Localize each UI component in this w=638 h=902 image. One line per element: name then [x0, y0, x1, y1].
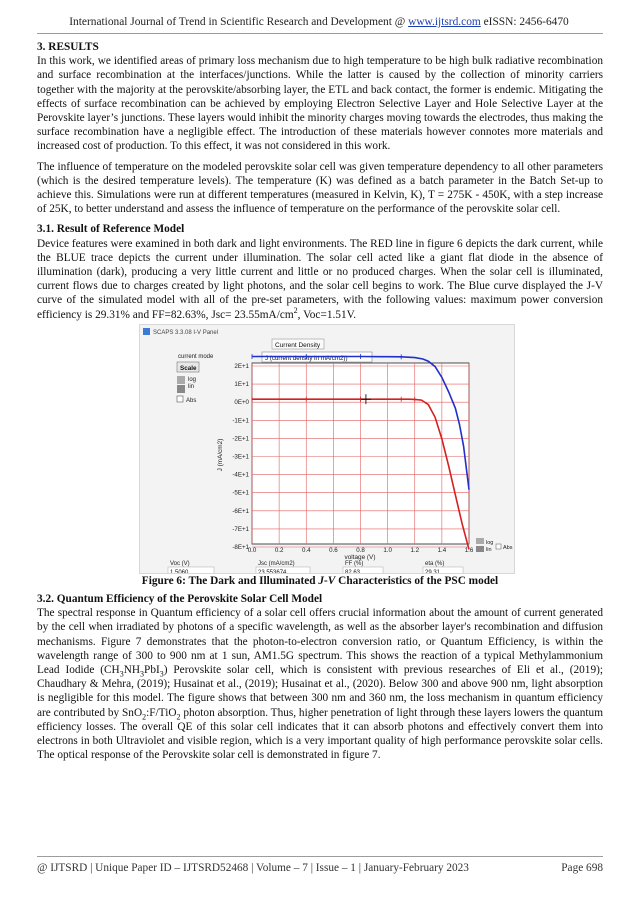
abs-checkbox[interactable]	[177, 396, 183, 402]
panel-title: SCAPS 3.3.08 I-V Panel	[153, 329, 219, 336]
x-tick-label: 1.6	[464, 546, 474, 554]
x-tick-label: 1.2	[410, 546, 420, 554]
figure-caption	[37, 574, 603, 588]
paragraph: In this work, we identified areas of primary loss mechanism due to high temperature to be high bulk radiative recombination and surface recombination at the interfaces/junctions. While the latter is caused by the collection of minority carriers together with the majority at the perovskite/absorbing layer, the ETL and back contact, the former is endemic. Mitigating the effects of surface recombination can be achieved by employing Electron Selective Layer and Hole Selective Layer at the Perovskite layer’s junctions. These layers would inhibit the minority charges moving towards the electrodes, thus making the surface recombination have a negligible effect. The introduction of these materials however connotes more materials and increased cost of production. To this effect, it was not considered in this work.	[37, 55, 603, 153]
footer-info: @ IJTSRD | Unique Paper ID – IJTSRD52468 | Volume – 7 | Issue – 1 | January-February 2023	[37, 862, 469, 874]
subscript: 3	[119, 669, 124, 679]
result-label: Jsc (mA/cm2)	[258, 560, 295, 567]
section-heading-results: 3. RESULTS	[37, 41, 99, 53]
section-heading-reference-model: 3.1. Result of Reference Model	[37, 223, 185, 236]
header-text: International Journal of Trend in Scientific Research and Development @	[69, 16, 409, 28]
paragraph-text: :F/TiO	[146, 706, 177, 719]
paragraph: The influence of temperature on the modeled perovskite solar cell was given temperature dependency to all other parameters (which is the desired temperature levels). The temperature (K) was defined as a batch parameter in the Batch Set-up to achieve this. Simulations were run at different temperatures (measured in Kelvin, K), T = 275K - 450K, with a step increase of 25K, to better understand and assess the influence of temperature on the performance of the perovskite solar cell.	[37, 160, 603, 216]
article-body	[37, 40, 603, 763]
result-label: eta (%)	[425, 560, 445, 567]
x-tick-label: 0.2	[274, 546, 284, 554]
x-tick-label: 1.0	[383, 546, 392, 554]
log-lin-toggle-2[interactable]	[476, 546, 484, 552]
footer-rule	[37, 856, 603, 857]
paragraph-text: The spectral response in Quantum efficiency of a solar cell offers crucial information about the amount of current generated by the cell when irradiated by photons of a specific wavelength, as well as the absorber layer's recombination and diffusion mechanisms. Figure 7 demonstrates that the photon-to-electron conversion ratio, or Quantum Efficiency, is within the wavelength range of 300 to 900 nm at 1 sun, AM1.5G spectrum. This shows the reaction of a typical Methylammonium Lead Iodide (CH	[37, 607, 603, 677]
x-tick-label: 0.6	[329, 546, 338, 554]
paragraph-text: photon absorption. Thus, higher penetration of light through these layers lowers the quantum efficiency losses. The overall QE of this solar cell indicates that it can absorb photons and effectively convert them into electrons in both Ultraviolet and visible region, which is a very important quality of high performance perovskite solar cells. The optical response of the Perovskite solar cell is demonstrated in figure 7.	[37, 706, 603, 762]
journal-link[interactable]: www.ijtsrd.com	[408, 16, 481, 28]
x-tick-label: 0.8	[356, 546, 365, 554]
running-header	[0, 16, 638, 28]
y-tick-label: -3E+1	[232, 453, 249, 461]
subscript: 2	[142, 711, 147, 721]
log2-label: log	[486, 539, 494, 546]
result-label: Voc (V)	[170, 560, 190, 567]
iv-panel-svg	[140, 325, 514, 573]
paragraph	[37, 606, 603, 762]
subscript: 3	[140, 669, 145, 679]
caption-text: Characteristics of the PSC model	[335, 574, 499, 587]
y-tick-label: 0E+0	[234, 399, 249, 407]
paragraph-text: NH	[123, 664, 141, 677]
paragraph-text: , Voc=1.51V.	[297, 308, 357, 321]
current-mode-label: current mode	[178, 353, 214, 360]
log-lin-toggle-2[interactable]	[476, 538, 484, 544]
y-tick-label: -4E+1	[232, 471, 249, 479]
abs-label: Abs	[186, 397, 197, 404]
lin-label: lin	[188, 383, 195, 390]
lin2-label: lin	[486, 546, 492, 553]
x-tick-label: 1.4	[437, 546, 447, 554]
caption-emphasis: J-V	[318, 574, 336, 587]
window-icon	[143, 328, 150, 335]
section-heading-quantum-efficiency: 3.2. Quantum Efficiency of the Perovskite Solar Cell Model	[37, 593, 323, 606]
caption-text: Figure 6: The Dark and Illuminated	[141, 574, 319, 587]
figure-6	[37, 324, 603, 574]
page-footer	[37, 862, 603, 874]
result-value: 82.63	[345, 569, 361, 573]
tab-label: Current Density	[275, 341, 321, 349]
y-tick-label: -8E+1	[232, 543, 249, 551]
dropdown-value: J (current density in mA/cm2))	[265, 354, 348, 362]
log-label: log	[188, 376, 197, 383]
result-label: FF (%)	[345, 560, 364, 567]
page-number: Page 698	[561, 862, 603, 874]
y-tick-label: -2E+1	[232, 435, 249, 443]
log-lin-toggle[interactable]	[177, 385, 185, 393]
y-tick-label: -1E+1	[232, 417, 249, 425]
header-rule	[37, 33, 603, 34]
y-tick-label: -7E+1	[232, 525, 249, 533]
abs2-label: Abs	[503, 544, 513, 551]
superscript: 2	[293, 305, 298, 315]
result-value: 1.5060	[170, 569, 189, 573]
y-tick-label: -6E+1	[232, 507, 249, 515]
x-axis-label: voltage (V)	[344, 553, 376, 561]
y-tick-label: -5E+1	[232, 489, 249, 497]
scaps-iv-panel	[139, 324, 515, 574]
paragraph-text: Device features were examined in both dark and light environments. The RED line in figure 6 depicts the dark current, while the BLUE trace depicts the current under illumination. The solar cell acted like a giant flat diode in the absence of illumination (dark), producing a very little current and little or no produced charges. When the solar cell is illuminated, current flows due to charges created by light photons, and the solar cell begins to work. The Blue curve displayed the J-V curve of the simulated model with all of the pre-set parameters, with the following values: maximum power conversion efficiency is 29.31% and FF=82.63%, Jsc= 23.55mA/cm	[37, 237, 603, 321]
scale-button-label: Scale	[180, 364, 197, 372]
x-tick-labels	[248, 547, 474, 554]
result-value: 29.31	[425, 569, 441, 573]
subscript: 3	[159, 669, 164, 679]
log-lin-toggle[interactable]	[177, 376, 185, 384]
subscript: 2	[176, 711, 181, 721]
x-tick-label: 0.0	[247, 546, 257, 554]
y-tick-label: 1E+1	[234, 380, 249, 388]
result-value: 23.553674	[258, 569, 287, 573]
paragraph-text: ) Perovskite solar cell, which is consistent with previous researches of Eli et al., (2019); Chaudhary & Mehra, (2019); Husainat et al., (2019); Husainat et al., (2020). Below 300 and above 900 nm, light absorption is negligible for this model. The figure shows that between 300 nm and 360 nm, the loss mechanism in quantum efficiency are contributed by SnO	[37, 664, 604, 719]
paragraph-text: PbI	[144, 664, 160, 677]
x-tick-label: 0.4	[301, 546, 311, 554]
header-issn: eISSN: 2456-6470	[480, 16, 569, 28]
abs-checkbox-2[interactable]	[496, 544, 501, 549]
y-tick-label: 2E+1	[234, 362, 249, 370]
paragraph	[37, 237, 603, 322]
y-axis-label: J (mA/cm2)	[217, 438, 224, 472]
